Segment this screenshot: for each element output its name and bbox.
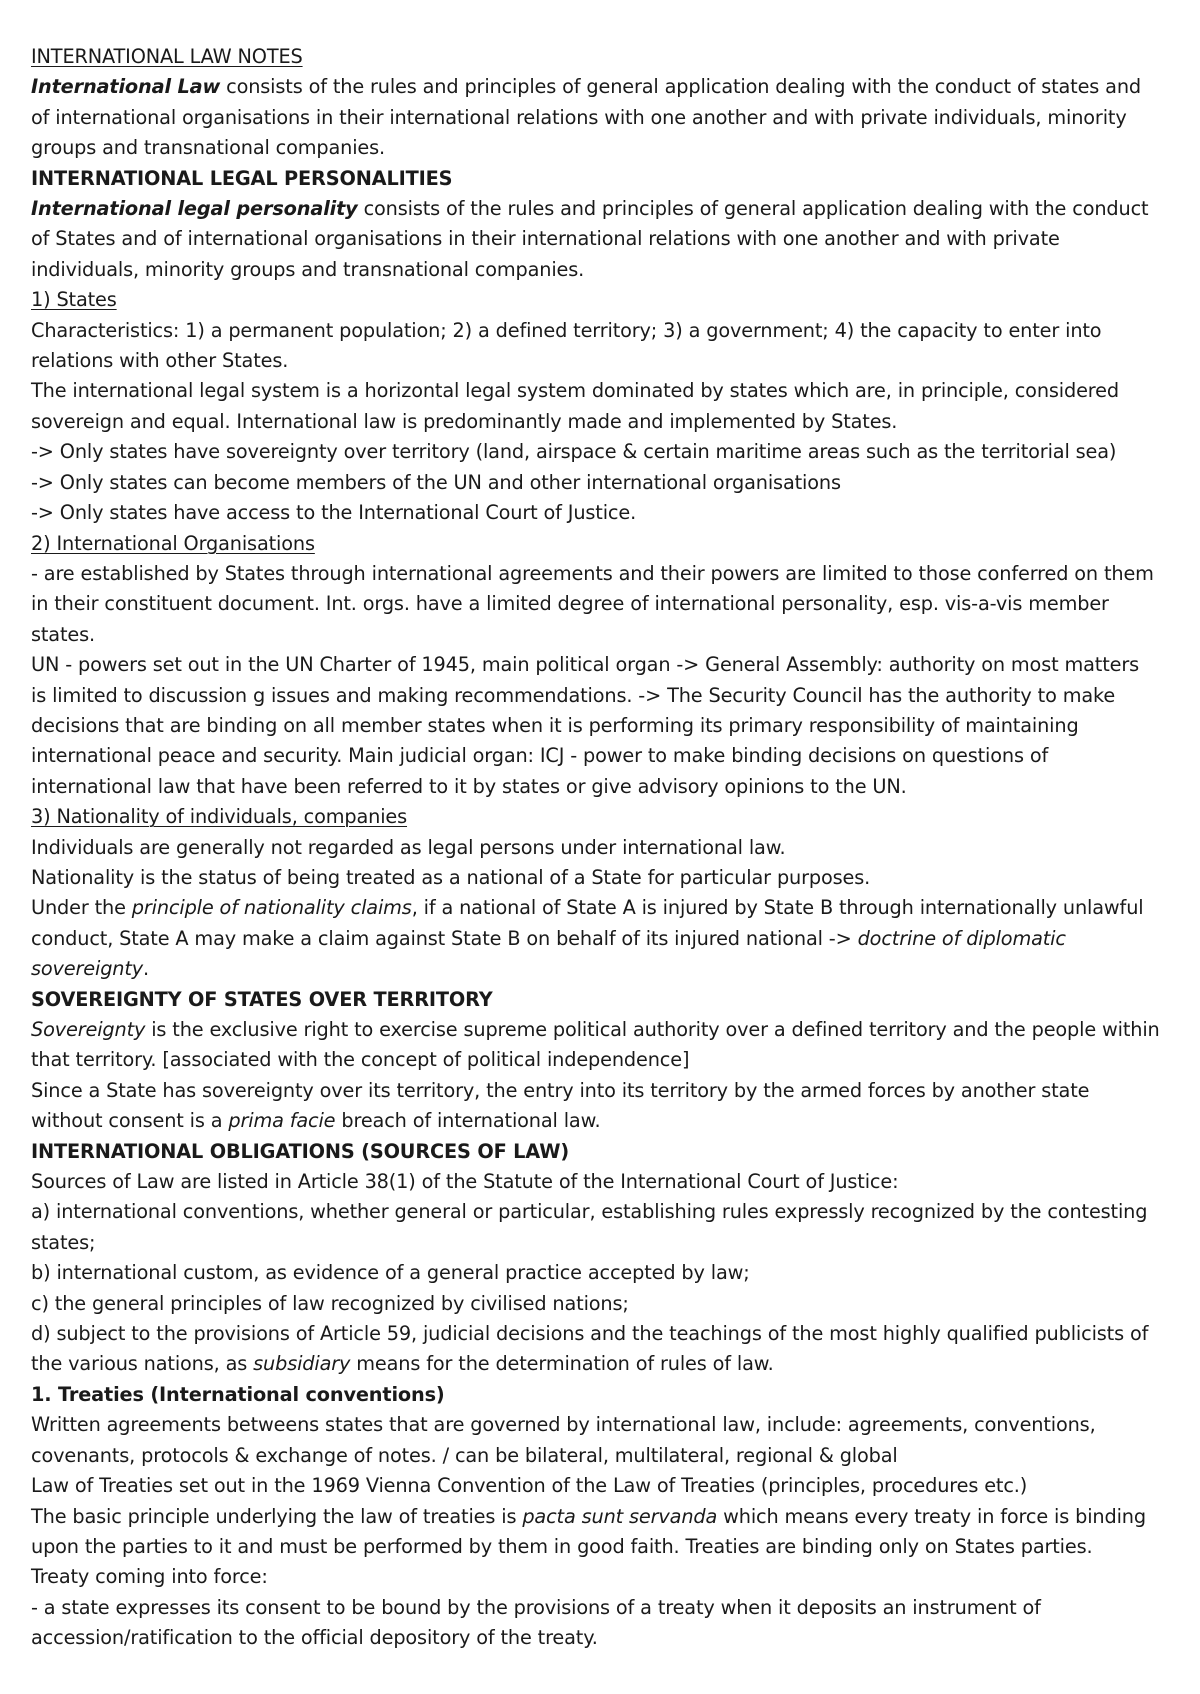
nationality-claims <box>31 893 1160 984</box>
intro-term: International Law <box>31 75 221 99</box>
states-system: The international legal system is a horizontal legal system dominated by states which are, in principle, considered sovereign and equal. International law is predominantly made and implemented by States. <box>31 379 1119 433</box>
basic-pre: The basic principle underlying the law of treaties is <box>31 1504 523 1528</box>
subheading-nationality: 3) Nationality of individuals, companies <box>31 805 408 829</box>
states-point: -> Only states can become members of the UN and other international organisations <box>31 470 841 494</box>
entry-pre: Since a State has sovereignty over its territory, the entry into its territory by the armed forces by another state without consent is a <box>31 1078 1090 1133</box>
nationality-line: Individuals are generally not regarded as legal persons under international law. <box>31 835 786 859</box>
source-d-term: subsidiary <box>253 1352 351 1376</box>
basic-term: pacta sunt servanda <box>522 1504 718 1528</box>
states-point: -> Only states have access to the International Court of Justice. <box>31 501 637 525</box>
intro-text: consists of the rules and principles of general application dealing with the conduct of states and of international organisations in their international relations with one another and with private individuals, minority groups and transnational companies. <box>31 75 1141 160</box>
states-characteristics: Characteristics: 1) a permanent population; 2) a defined territory; 3) a government; 4) the capacity to enter into relations with other States. <box>31 318 1102 373</box>
source-item-c: c) the general principles of law recognized by civilised nations; <box>31 1291 629 1315</box>
organisations-un: UN - powers set out in the UN Charter of 1945, main political organ -> General Assembly: authority on most matters is limited to discussion g issues and making recommendations. -> The Security Council has the authority to make decisions that are binding on all member states when it is performing its primary responsibility of maintaining international peace and security. Main judicial organ: ICJ - power to make binding decisions on questions of international law that have been referred to it by states or give advisory opinions to the UN. <box>31 653 1139 798</box>
sovereignty-entry <box>31 1076 1160 1137</box>
source-d-pre: d) subject to the provisions of Article 59, judicial decisions and the teachings of the most highly qualified publicists of the various nations, as <box>31 1322 1149 1376</box>
source-item-d <box>31 1319 1160 1380</box>
claims-end: . <box>143 957 150 981</box>
nationality-line: Nationality is the status of being treated as a national of a State for particular purposes. <box>31 865 871 889</box>
basic-end: which means every treaty in force is binding upon the parties to it and must be performed by them in good faith. Treaties are binding only on States parties. <box>31 1504 1146 1558</box>
sovereignty-term: Sovereignty <box>31 1018 146 1041</box>
treaties-vienna: Law of Treaties set out in the 1969 Vienna Convention of the Law of Treaties (principles, procedures etc.) <box>31 1474 1028 1498</box>
subheading-states: 1) States <box>31 288 117 312</box>
subheading-treaties: 1. Treaties (International conventions) <box>31 1382 445 1406</box>
obligations-intro: Sources of Law are listed in Article 38(1) of the Statute of the International Court of Justice: <box>31 1170 899 1194</box>
treaties-written: Written agreements betweens states that are governed by international law, include: agreements, conventions, covenants, protocols & exchange of notes. / can be bilateral, multilateral, regional & global <box>31 1413 1096 1467</box>
treaty-force-text: - a state expresses its consent to be bound by the provisions of a treaty when it deposits an instrument of accession/ratification to the official depository of the treaty. <box>31 1595 1041 1650</box>
source-item-a: a) international conventions, whether general or particular, establishing rules expressly recognized by the contesting states; <box>31 1200 1148 1254</box>
personality-text: consists of the rules and principles of general application dealing with the conduct of States and of international organisations in their international relations with one another and with private individuals, minority groups and transnational companies. <box>31 197 1149 281</box>
states-point: -> Only states have sovereignty over territory (land, airspace & certain maritime areas such as the territorial sea) <box>31 440 1117 464</box>
section-heading-personalities: INTERNATIONAL LEGAL PERSONALITIES <box>31 166 453 190</box>
document-title: INTERNATIONAL LAW NOTES <box>31 45 303 68</box>
section-heading-sovereignty: SOVEREIGNTY OF STATES OVER TERRITORY <box>31 987 493 1011</box>
personality-paragraph <box>31 194 1160 285</box>
treaties-basic <box>31 1502 1160 1563</box>
entry-term: prima facie <box>228 1109 336 1133</box>
claims-mid: , if a national of State A is injured by State B through internationally unlawful conduct, State A may make a claim against State B on behalf of its injured national -> <box>31 896 1144 950</box>
organisations-text: - are established by States through international agreements and their powers are limited to those conferred on them in their constituent document. Int. orgs. have a limited degree of international personality, esp. vis-a-vis member states. <box>31 561 1154 646</box>
sovereignty-text: is the exclusive right to exercise supreme political authority over a defined territory and the people within that territory. [associated with the concept of political independence] <box>31 1018 1160 1072</box>
claims-term: principle of nationality claims <box>131 896 412 920</box>
source-item-b: b) international custom, as evidence of a general practice accepted by law; <box>31 1261 750 1285</box>
treaty-force-heading: Treaty coming into force: <box>31 1565 268 1589</box>
section-heading-obligations: INTERNATIONAL OBLIGATIONS (SOURCES OF LAW) <box>31 1139 569 1163</box>
entry-end: breach of international law. <box>335 1109 601 1133</box>
intro-paragraph <box>31 72 1160 163</box>
claims-pre: Under the <box>31 896 132 920</box>
subheading-organisations: 2) International Organisations <box>31 531 315 555</box>
personality-term: International legal personality <box>31 197 358 221</box>
claims-term-doctrine: doctrine of diplomatic sovereignty <box>31 926 1066 981</box>
sovereignty-definition <box>31 1015 1160 1076</box>
source-d-end: means for the determination of rules of law. <box>350 1352 774 1376</box>
